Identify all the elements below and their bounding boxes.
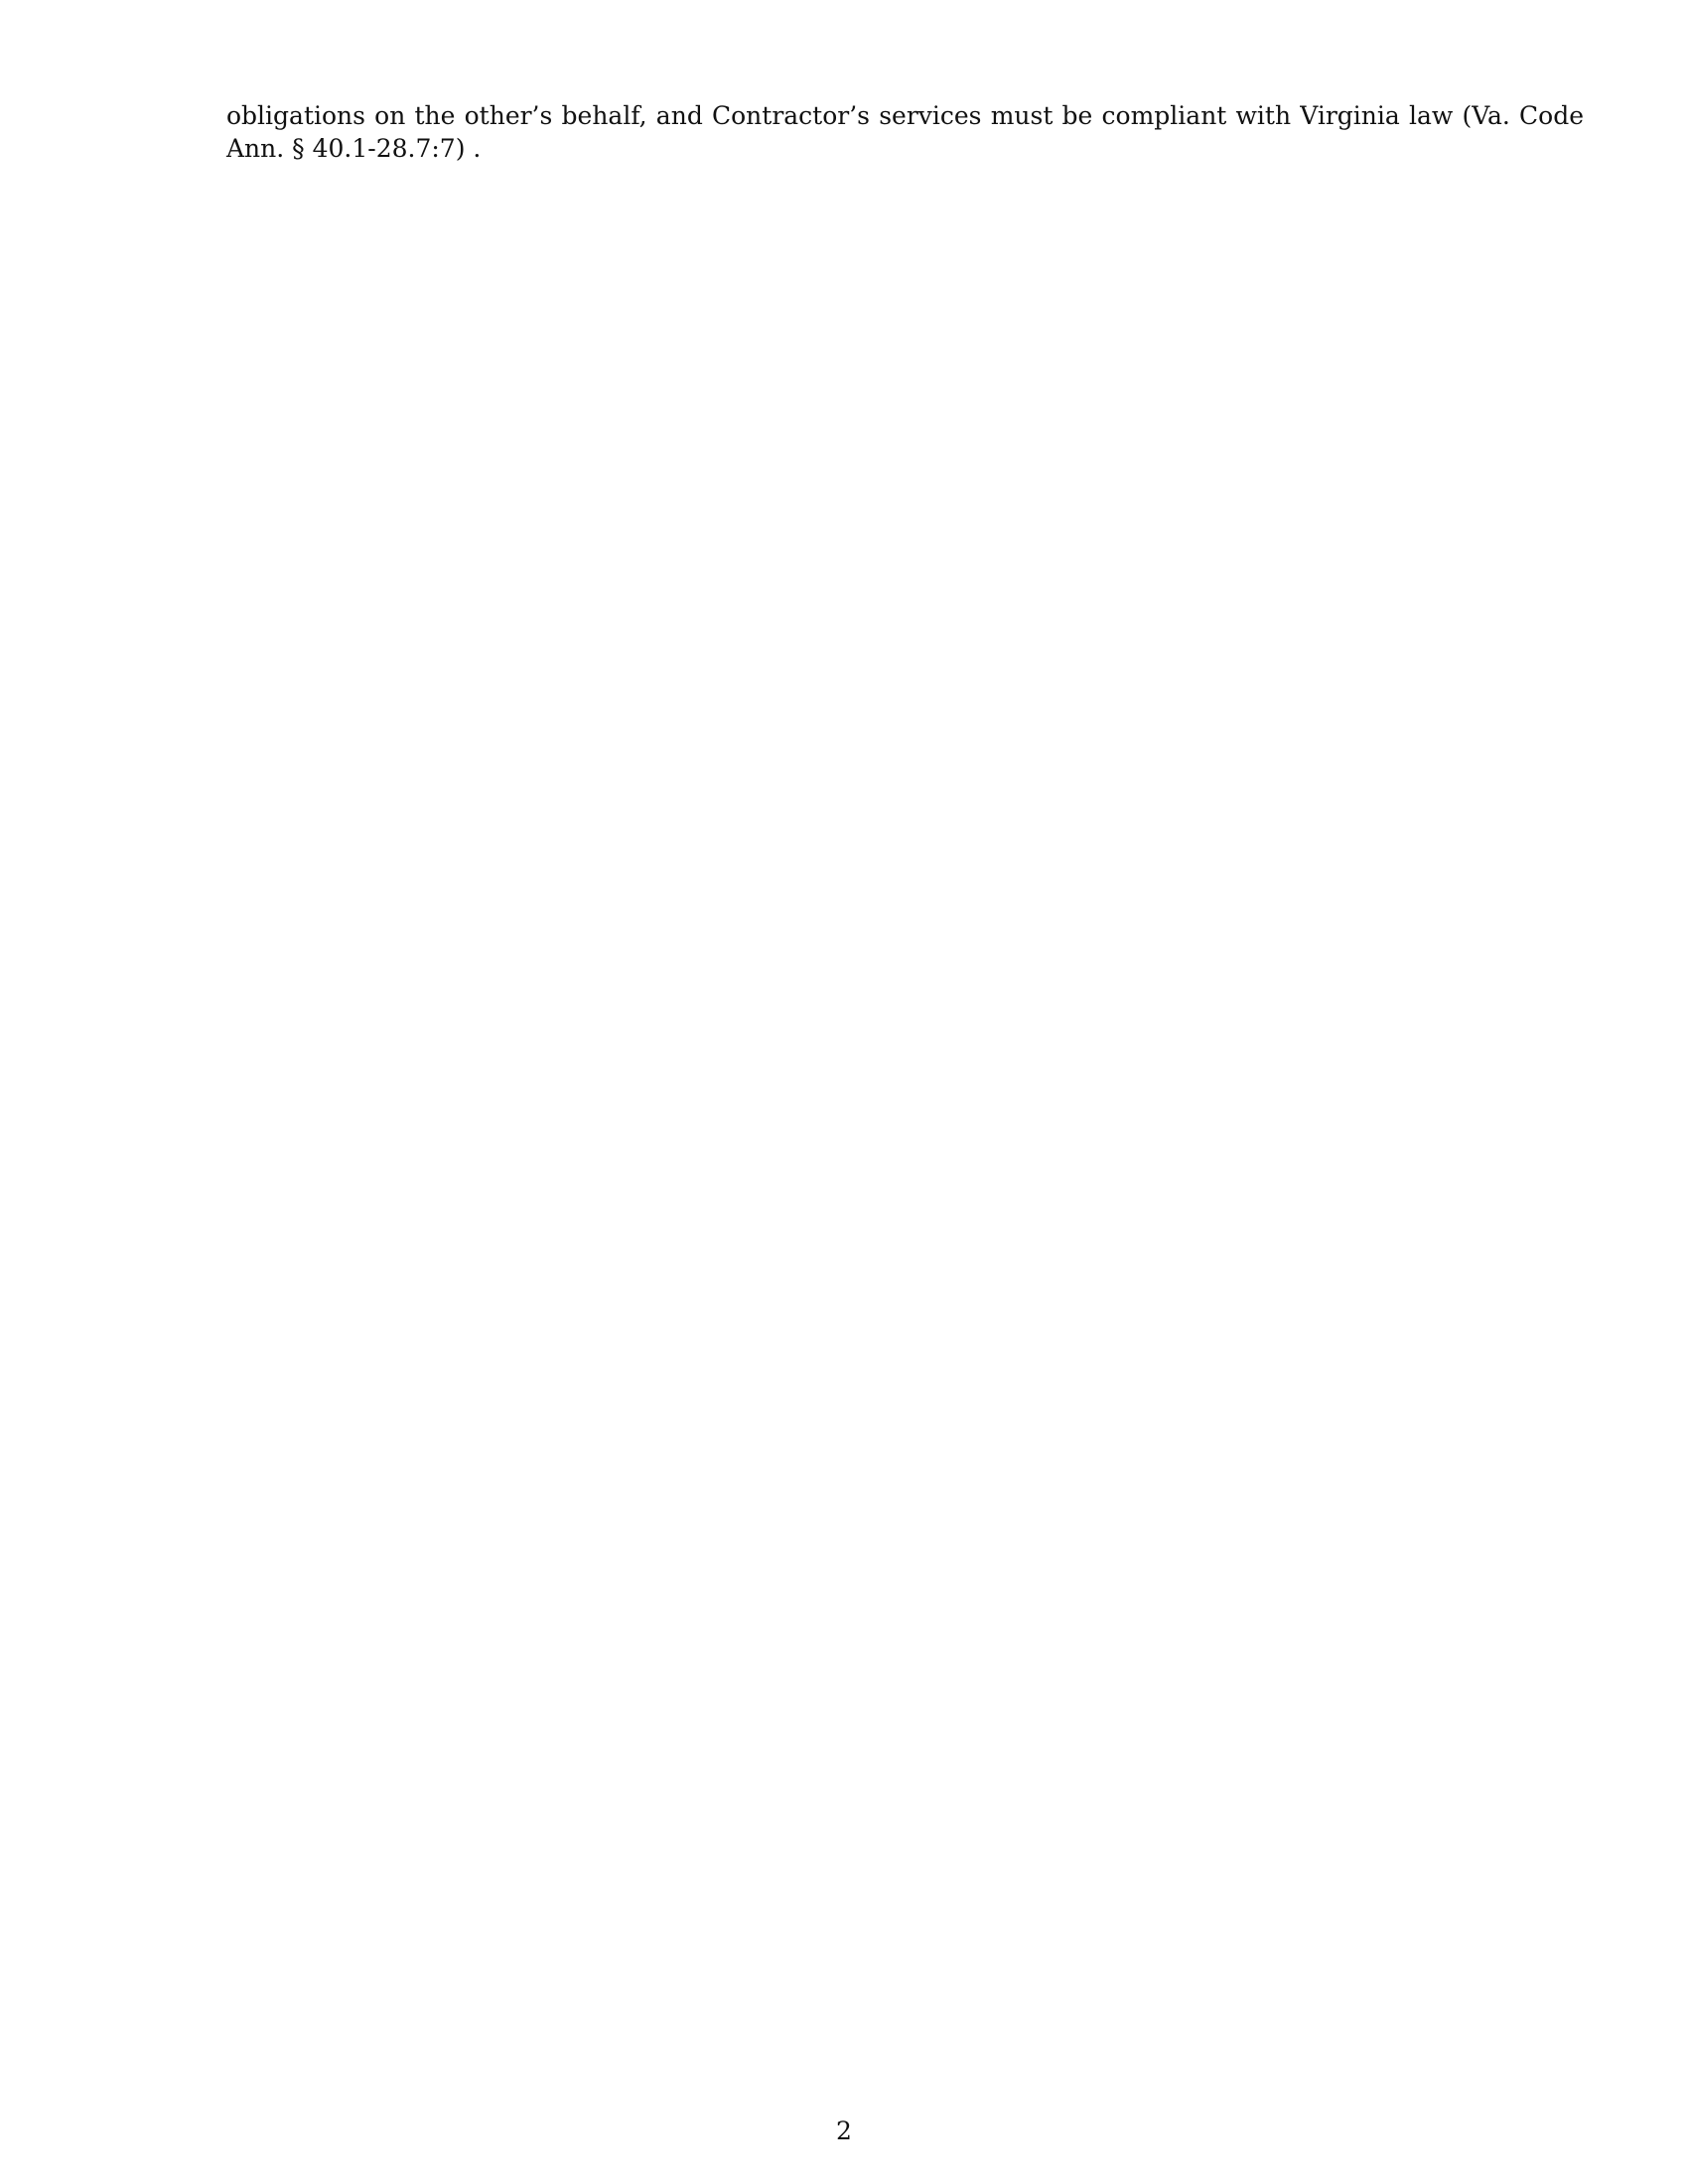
continuation-paragraph: obligations on the other’s behalf, and Contractor’s services must be compliant with Virginia law (Va. Code Ann. § 40.1-28.7:7) . [226, 101, 1584, 163]
page-number: 2 [836, 2116, 852, 2145]
section-3-continuation [226, 99, 1584, 165]
page-content [134, 99, 1584, 165]
